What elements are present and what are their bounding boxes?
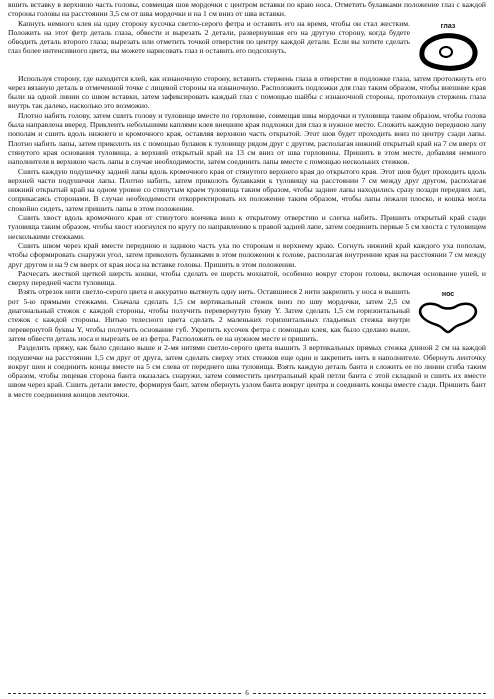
nose-pattern-icon <box>413 298 483 338</box>
paragraph-9: Взять отрезок нити светло-серого цвета и аккуратно вытянуть одну нить. Оставшиеся 2 нити закрепить у носа и вышить рот 5-ю прямыми стежками. Сначала сделать 1,5 см вертикальный стежок вниз по шву мордочки, затем 2,5 см диагональный стежок с каждой стороны, чтобы получить перевернутую букву Y. Затем сделать 1,5 см горизонтальный стежок с каждой стороны. Нитью телесного цвета сделать 2 маленьких горизонтальных гладьевых стежка внутри перевернутой буквы Y, чтобы получить основание губ. Укрепить кусочек фетра с помощью клея, как было сделано выше, затем обвести деталь носа и вырезать ее из фетра. Расположить ее на нужном месте и пришить. <box>8 287 410 343</box>
paragraph-2: Капнуть немного клея на одну сторону кусочка светло-серого фетра и оставить его на время, чтобы он стал жестким. Положить на этот фетр деталь глаза, обвести и вырезать 2 детали, развернувшая его на другую сторону, когда будете обводить деталь второго глаза; вырезать или отметить точкой отверстия по центру каждой детали. Если вы хотите сделать глаз более интенсивного цвета, вы можете нарисовать глаз и оставить его подсохнуть. <box>8 18 410 56</box>
paragraph-7: Сшить швом через край вместе переднюю и заднюю часть уха по сторонам и верхнему краю. Согнуть нижний край каждого уха пополам, чтобы сформировать снаружи угол, затем приколоть булавками в этом положении к голове, располагая внутренние края на расстоянии 7 см между друг другом и на 9 см вверх от края носа на вставке головы. Пришить в этом положении. <box>8 240 486 269</box>
footer-rule-left <box>8 693 241 694</box>
nose-label: нос <box>441 291 455 299</box>
page-number: 6 <box>245 689 249 697</box>
paragraph-4: Плотно набить голову, затем сшить голову и туловище вместе по горловине, совмещая швы мордочки и туловища таким образом, чтобы голова была направлена вверед. Приклеить небольшими каплями клея внешние края подложки для глаз в нужное место. Сложить каждую переднюю лапу пополам и сшить вдоль нижнего и кромочного края, оставляя верхнюю часть открытой. Этот шов будет проходить вниз по центру сзади лапы. Плотно набить лапы, затем приколоть их с помощью булавок к туловищу рядом друг с другом, располагая нижний открытый край на 7 см вверх от стянутого края основания туловища, а верхний открытый край на 13 см вниз от шва горловины. Пришить в этом месте, добавляя немного наполнителя в верхнюю часть лапы в случае необходимости, затем соединить лапы вместе с помощью нескольких стежков. <box>8 110 486 167</box>
paragraph-8: Расчесать жесткой щеткой шерсть кошки, чтобы сделать ее шерсть мохнатой, особенно вокруг сторон головы, включая основание ушей, и сверху передней части туловища. <box>8 268 486 288</box>
nose-figure <box>410 287 486 338</box>
paragraph-1: вшить вставку в верхнюю часть головы, совмещая шов мордочки с центром вставки по краю носа. Отметить булавками положение глаз с каждой стороны головы на расстоянии 3,5 см от шва мордочки и на 1 см вниз от шва вставки. <box>8 0 486 19</box>
paragraph-3: Используя сторону, где находится клей, как изнаночную сторону, вставить стержень глаза в отверстие в подложке глаза, затем протолкнуть его через вязаную деталь в отмеченной точке с лицевой стороны на изнаночную. Расположить подложки для глаз таким образом, чтобы внешние края были на одной линии со швом вставки, затем зафиксировать каждый глаз с помощью шайбы с изнаночной стороны, протолкнув стержень глаза внутрь так далеко, насколько это возможно. <box>8 73 486 111</box>
eye-label: глаз <box>440 22 456 30</box>
paragraph-10: Разделить пряжу, как было сделано выше и 2-мя нитями светло-серого цвета вышить 3 вертикальных прямых стежка длиной 2 см на каждой подушечке на расстоянии 1,5 см друг от друга, затем сделать сверху этих стежков еще один и закрепить нить в наполнителе. Обернуть ленточку вокруг шеи и соединить концы вместе на 5 см слева от переднего шва туловища. Взять каждую деталь банта и сложить ее по линии сгиба таким образом, чтобы лицевая сторона банта оказалась снаружи, затем совместить центральный край петли банта с этой складкой и сшить их вместе швом через край. Сшить детали вместе, формируя бант, затем обернуть узлом банта вокруг центра и соединить концы вместе сзади. Пришить бант в месте соединения концов ленточки. <box>8 343 486 399</box>
paragraph-5: Сшить каждую подушечку задней лапы вдоль кромочного края от стянутого верхнего края до открытого края. Этот шов будет проходить вдоль верхней части подушечки лапы. Плотно набить, затем приколоть булавками к туловищу на расстоянии 7 см между друг другом, располагая нижний открытый край на одном уровне со стянутым краем туловища таким образом, чтобы задние лапы находились сразу позади передних лап, соприкасаясь сторонами. В случае необходимости откорректировать их положение таким образом, чтобы лапы лежали плоско, и кошка могла спокойно сидеть, затем пришить лапы в этом положении. <box>8 166 486 213</box>
eye-pattern-icon <box>416 30 480 74</box>
page-footer <box>8 689 486 697</box>
eye-section <box>8 19 486 74</box>
paragraph-6: Сшить хвост вдоль кромочного края от стянутого кончика вниз к открытому отверстию и слегка набить. Пришить открытый край сзади туловища таким образом, чтобы хвост изогнулся по кругу по направлению к правой задней лапе, затем соединить первые 5 см хвоста с туловищем несколькими стежками. <box>8 213 486 241</box>
footer-rule-right <box>253 693 486 694</box>
document-page <box>8 0 486 399</box>
nose-section <box>8 287 486 343</box>
eye-figure <box>410 19 486 74</box>
